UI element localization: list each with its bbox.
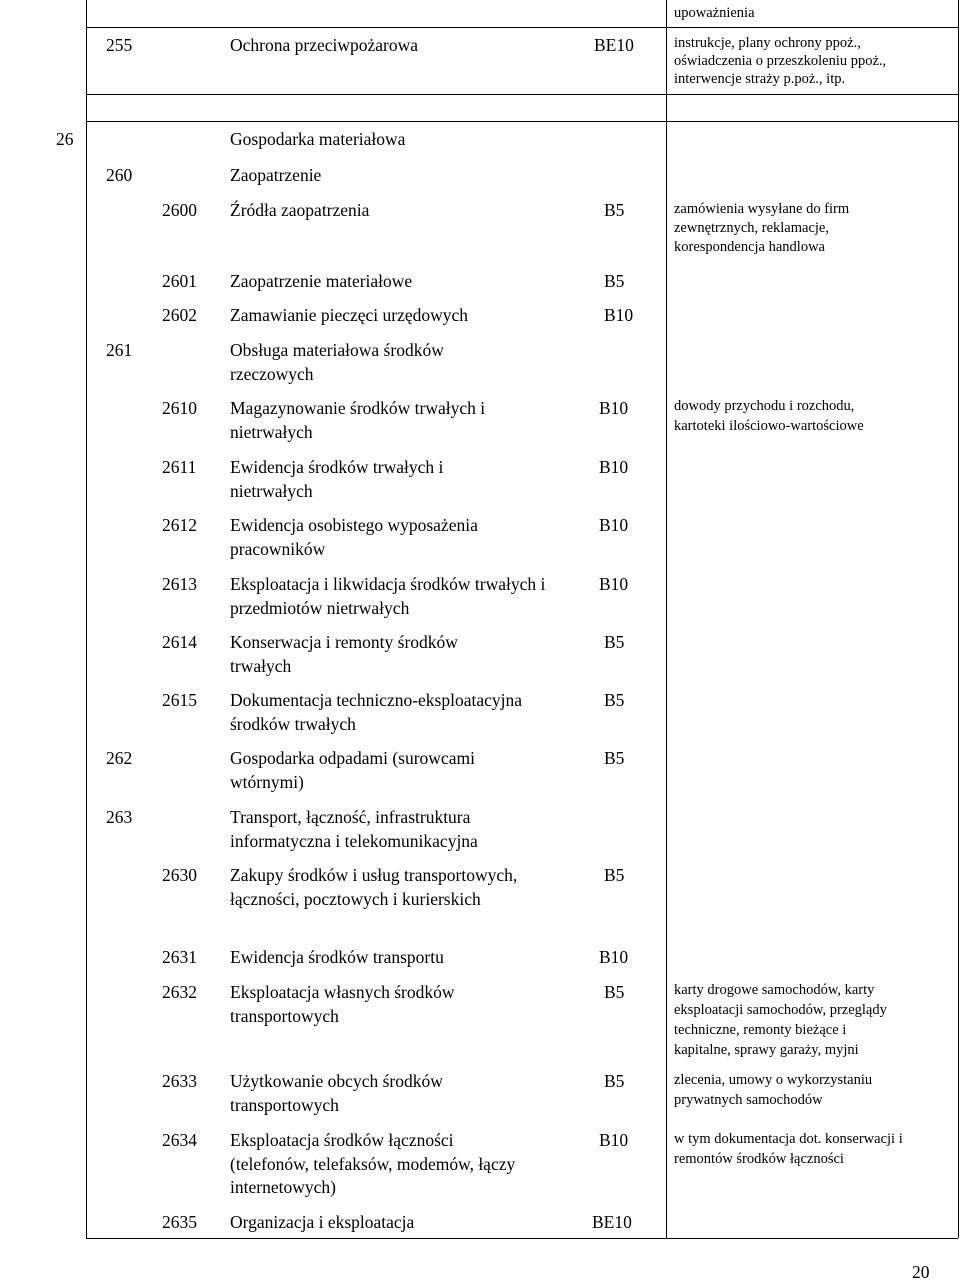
code-level2: 2633: [162, 1071, 197, 1091]
row-title: Magazynowanie środków trwałych i nietrwałych: [230, 398, 486, 442]
row-title: Eksploatacja i likwidacja środków trwałych i przedmiotów nietrwałych: [230, 574, 546, 618]
row-note-line: zlecenia, umowy o wykorzystaniu: [674, 1072, 873, 1088]
code-level2: 2601: [162, 271, 197, 291]
code-level1: 263: [106, 807, 133, 827]
code-level2: 2612: [162, 515, 197, 535]
row-title: Zamawianie pieczęci urzędowych: [230, 305, 469, 325]
code-level2: 2602: [162, 305, 197, 325]
code-level2: 2600: [162, 200, 197, 220]
category-code: BE10: [592, 1212, 632, 1232]
row-title: Zaopatrzenie: [230, 165, 322, 185]
category-code: B5: [604, 690, 625, 710]
row-note-line: zewnętrznych, reklamacje,: [674, 220, 829, 236]
row-title: Gospodarka materiałowa: [230, 129, 406, 149]
row-note-line: kartoteki ilościowo-wartościowe: [674, 418, 864, 434]
category-code: B10: [599, 398, 629, 418]
row-note-line: karty drogowe samochodów, karty: [674, 982, 875, 998]
code-level2: 2634: [162, 1130, 197, 1150]
column-divider-notes: [666, 0, 667, 1238]
row-divider: [86, 121, 958, 122]
table-border-bottom: [86, 1238, 958, 1239]
category-code: B10: [599, 574, 629, 594]
code-level2: 2632: [162, 982, 197, 1002]
row-note-line: remontów środków łączności: [674, 1151, 844, 1167]
note-top: upoważnienia: [674, 5, 755, 21]
code-level1: 255: [106, 35, 133, 55]
row-note-line: zamówienia wysyłane do firm: [674, 201, 850, 217]
code-level2: 2635: [162, 1212, 197, 1232]
row-title: Źródła zaopatrzenia: [230, 200, 370, 220]
row-title: Użytkowanie obcych środków transportowych: [230, 1071, 443, 1115]
code-level2: 2630: [162, 865, 197, 885]
category-code: B10: [599, 457, 629, 477]
row-title: Zaopatrzenie materiałowe: [230, 271, 413, 291]
code-level1: 260: [106, 165, 133, 185]
category-code: B5: [604, 271, 625, 291]
category-code: BE10: [594, 35, 634, 55]
table-border-right: [958, 0, 959, 1238]
row-title: Organizacja i eksploatacja: [230, 1212, 415, 1232]
code-level1: 26: [56, 129, 74, 149]
code-level2: 2610: [162, 398, 197, 418]
row-note-line: techniczne, remonty bieżące i: [674, 1022, 847, 1038]
category-code: B10: [604, 305, 634, 325]
code-level2: 2631: [162, 947, 197, 967]
code-level2: 2613: [162, 574, 197, 594]
row-note-line: prywatnych samochodów: [674, 1092, 823, 1108]
row-note-line: oświadczenia o przeszkoleniu ppoż.,: [674, 53, 887, 69]
row-note-line: w tym dokumentacja dot. konserwacji i: [674, 1131, 903, 1147]
row-title: Dokumentacja techniczno-eksploatacyjna środków trwałych: [230, 690, 523, 734]
code-level2: 2614: [162, 632, 197, 652]
row-title: Gospodarka odpadami (surowcami wtórnymi): [230, 748, 475, 792]
row-note-line: kapitalne, sprawy garaży, myjni: [674, 1042, 859, 1058]
category-code: B5: [604, 748, 625, 768]
row-divider: [86, 94, 958, 95]
category-code: B5: [604, 200, 625, 220]
code-level1: 261: [106, 340, 133, 360]
row-title: Ewidencja środków transportu: [230, 947, 444, 967]
row-title: Konserwacja i remonty środków trwałych: [230, 632, 458, 676]
category-code: B5: [604, 632, 625, 652]
category-code: B5: [604, 865, 625, 885]
row-note-line: korespondencja handlowa: [674, 239, 825, 255]
row-note-line: dowody przychodu i rozchodu,: [674, 398, 855, 414]
category-code: B5: [604, 982, 625, 1002]
code-level2: 2611: [162, 457, 197, 477]
row-title: Obsługa materiałowa środków rzeczowych: [230, 340, 444, 384]
row-title: Ewidencja środków trwałych i nietrwałych: [230, 457, 444, 501]
row-note-line: instrukcje, plany ochrony ppoż.,: [674, 35, 861, 51]
row-note-line: interwencje straży p.poż., itp.: [674, 71, 846, 87]
page-number: 20: [912, 1262, 930, 1282]
row-title: Ochrona przeciwpożarowa: [230, 35, 419, 55]
category-code: B10: [599, 947, 629, 967]
table-border-left: [86, 0, 87, 1238]
row-title: Transport, łączność, infrastruktura informatyczna i telekomunikacyjna: [230, 807, 478, 851]
category-code: B5: [604, 1071, 625, 1091]
code-level2: 2615: [162, 690, 197, 710]
row-divider: [86, 27, 958, 28]
row-title: Eksploatacja środków łączności (telefonów, telefaksów, modemów, łączy internetowych): [230, 1130, 516, 1197]
category-code: B10: [599, 1130, 629, 1150]
row-title: Eksploatacja własnych środków transportowych: [230, 982, 455, 1026]
row-title: Ewidencja osobistego wyposażenia pracowników: [230, 515, 478, 559]
row-note-line: eksploatacji samochodów, przeglądy: [674, 1002, 887, 1018]
category-code: B10: [599, 515, 629, 535]
row-title: Zakupy środków i usług transportowych, łączności, pocztowych i kurierskich: [230, 865, 518, 909]
code-level1: 262: [106, 748, 133, 768]
